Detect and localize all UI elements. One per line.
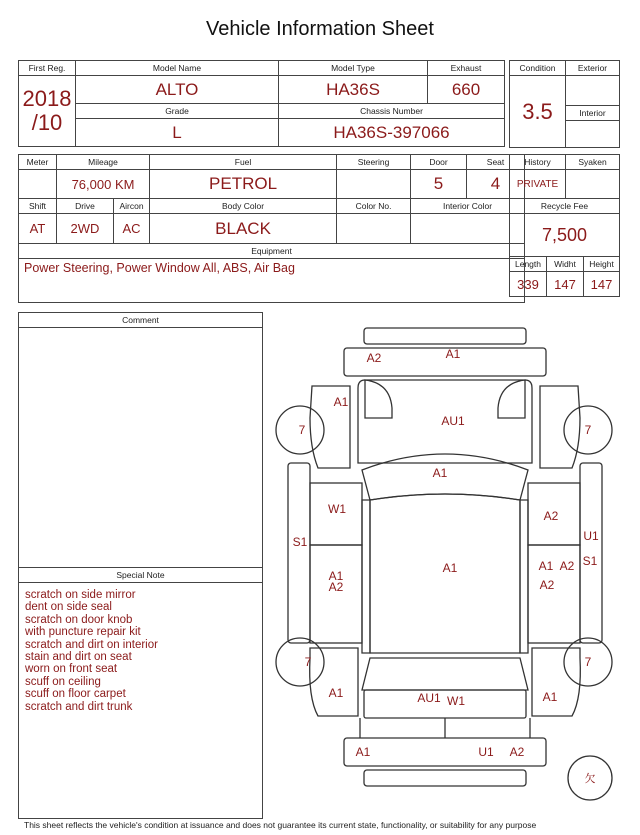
seat-value: 4 [467, 170, 525, 199]
code-front-bumper-a2: A2 [366, 351, 382, 365]
specs-table [18, 154, 525, 303]
body-color-value: BLACK [150, 214, 337, 244]
history-value: PRIVATE [510, 170, 566, 199]
equipment-label: Equipment [19, 244, 525, 259]
mileage-value: 76,000 KM [57, 170, 150, 199]
trunk [364, 690, 526, 718]
aircon-value: AC [114, 214, 150, 244]
rear-strip [364, 770, 526, 786]
special-note-item: stain and dirt on seat [25, 651, 132, 664]
code-wheel-rl: 7 [304, 655, 312, 669]
rear-glass [362, 658, 528, 690]
code-rear-bumper-a2: A2 [509, 745, 525, 759]
special-note-label: Special Note [19, 568, 262, 583]
width-label: Widht [547, 257, 584, 272]
first-reg-value: 2018 /10 [19, 76, 76, 147]
length-label: Length [510, 257, 547, 272]
left-side-sill [288, 463, 310, 643]
code-rear-bumper-a1: A1 [355, 745, 371, 759]
code-windshield: A1 [432, 466, 448, 480]
door-value: 5 [411, 170, 467, 199]
code-left-s1: S1 [292, 535, 308, 549]
code-right-door-a2b: A2 [539, 578, 555, 592]
condition-value: 3.5 [510, 76, 566, 148]
equipment-value: Power Steering, Power Window All, ABS, Air Bag [19, 259, 525, 303]
special-note-item: scuff on ceiling [25, 675, 101, 688]
code-spare: 欠 [584, 773, 596, 785]
code-left-w1: W1 [328, 502, 346, 516]
code-rear-glass-w1: W1 [447, 694, 465, 708]
exhaust-label: Exhaust [428, 61, 505, 76]
code-right-door-a1: A1 [538, 559, 554, 573]
page-title: Vehicle Information Sheet [206, 18, 434, 40]
right-side-sill [580, 463, 602, 643]
code-rear-left: A1 [328, 686, 344, 700]
special-note-item: scratch on door knob [25, 613, 133, 626]
interior-label: Interior [566, 106, 620, 121]
car-damage-diagram [270, 318, 635, 818]
model-name-label: Model Name [76, 61, 279, 76]
code-wheel-rr: 7 [584, 655, 592, 669]
body-color-label: Body Color [150, 199, 337, 214]
special-note-list [19, 583, 262, 713]
grade-value: L [76, 119, 279, 147]
special-note-item: dent on side seal [25, 601, 112, 614]
comment-label: Comment [19, 313, 262, 328]
interior-color-label: Interior Color [411, 199, 525, 214]
chassis-value: HA36S-397066 [279, 119, 505, 147]
code-left-door-a1: A1 [328, 569, 344, 583]
code-right-door-a2: A2 [559, 559, 575, 573]
condition-table [509, 60, 620, 148]
chassis-label: Chassis Number [279, 104, 505, 119]
syaken-value [566, 170, 620, 199]
meter-value [19, 170, 57, 199]
special-note-item: worn on front seat [25, 663, 118, 676]
color-no-label: Color No. [337, 199, 411, 214]
front-left-corner [365, 380, 392, 418]
exterior-label: Exterior [566, 61, 620, 76]
left-pillar [362, 500, 370, 653]
wheel-rear-left [276, 638, 324, 686]
model-name-value: ALTO [76, 76, 279, 104]
color-no-value [337, 214, 411, 244]
interior-color-value [411, 214, 525, 244]
syaken-label: Syaken [566, 155, 620, 170]
model-type-label: Model Type [279, 61, 428, 76]
special-note-box [18, 567, 263, 819]
interior-value [566, 121, 620, 148]
width-value: 147 [547, 272, 584, 297]
exhaust-value: 660 [428, 76, 505, 104]
code-front-bumper-a1: A1 [445, 347, 461, 361]
code-wheel-fr: 7 [584, 423, 592, 437]
front-right-corner [498, 380, 525, 418]
code-hood-left: A1 [333, 395, 349, 409]
right-rear-fender [532, 648, 580, 716]
door-label: Door [411, 155, 467, 170]
code-hood: AU1 [441, 414, 465, 428]
length-value: 339 [510, 272, 547, 297]
fuel-value: PETROL [150, 170, 337, 199]
special-note-item: scuff on floor carpet [25, 688, 126, 701]
steering-label: Steering [337, 155, 411, 170]
exterior-value [566, 76, 620, 106]
model-type-value: HA36S [279, 76, 428, 104]
aircon-label: Aircon [114, 199, 150, 214]
height-value: 147 [584, 272, 620, 297]
code-right-u1: U1 [583, 529, 599, 543]
meter-label: Meter [19, 155, 57, 170]
history-table [509, 154, 620, 297]
code-rear-glass-au1: AU1 [417, 691, 441, 705]
right-front-fender [540, 386, 580, 468]
shift-value: AT [19, 214, 57, 244]
left-rear-fender [310, 648, 358, 716]
special-note-item: with puncture repair kit [25, 626, 141, 639]
special-note-item: scratch and dirt trunk [25, 700, 133, 713]
first-reg-label: First Reg. [19, 61, 76, 76]
front-strip [364, 328, 526, 344]
seat-label: Seat [467, 155, 525, 170]
special-note-item: scratch on side mirror [25, 589, 136, 601]
left-rear-door [310, 545, 362, 643]
right-pillar [520, 500, 528, 653]
shift-label: Shift [19, 199, 57, 214]
steering-value [337, 170, 411, 199]
code-roof: A1 [442, 561, 458, 575]
registration-table [18, 60, 505, 147]
drive-value: 2WD [57, 214, 114, 244]
recycle-fee-value: 7,500 [510, 214, 620, 257]
code-left-door-a2: A2 [328, 580, 344, 594]
footer-disclaimer: This sheet reflects the vehicle's condition at issuance and does not guarantee its current state, functionality, or suitability for any purpose [24, 820, 537, 830]
condition-label: Condition [510, 61, 566, 76]
code-wheel-fl: 7 [298, 423, 306, 437]
drive-label: Drive [57, 199, 114, 214]
mileage-label: Mileage [57, 155, 150, 170]
height-label: Height [584, 257, 620, 272]
comment-box [18, 312, 263, 568]
special-note-item: scratch and dirt on interior [25, 638, 158, 651]
recycle-fee-label: Recycle Fee [510, 199, 620, 214]
code-right-s1: S1 [582, 554, 598, 568]
code-right-a2: A2 [543, 509, 559, 523]
grade-label: Grade [76, 104, 279, 119]
fuel-label: Fuel [150, 155, 337, 170]
code-rear-right: A1 [542, 690, 558, 704]
history-label: History [510, 155, 566, 170]
code-rear-bumper-u1: U1 [478, 745, 494, 759]
